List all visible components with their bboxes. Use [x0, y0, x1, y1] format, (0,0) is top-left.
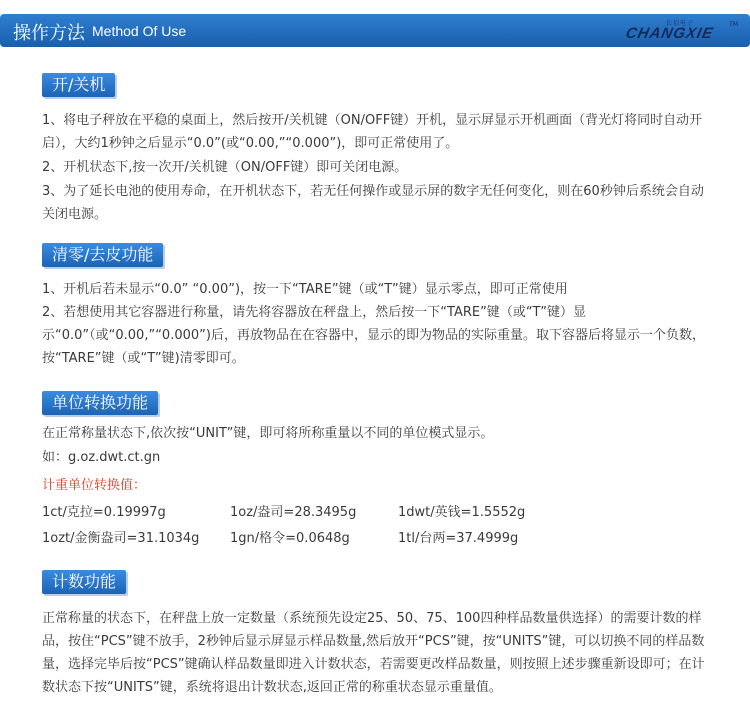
conversion-item: 1dwt/英钱=1.5552g	[398, 505, 526, 520]
power-step-1: 1、将电子秤放在平稳的桌面上，然后按开/关机键（ON/OFF键）开机，显示屏显示开机画面（背光灯将同时自动开启），大约1秒钟之后显示“0.0”(或“0.00,”“0.000”)，即可正常使用了。	[42, 113, 703, 151]
conversion-item: 1gn/格令=0.0648g	[230, 531, 350, 546]
tare-step-2: 2、若想使用其它容器进行称量，请先将容器放在秤盘上，然后按一下“TARE”键（或“T”键）显示“0.0”（或“0.00,”“0.000”)后，再放物品在在容器中，显示的即为物品的实际重量。取下容器后将显示一个负数，按“TARE”键（或“T”键)清零即可。	[42, 305, 705, 366]
logo-sub-text: 长佰电子	[666, 20, 695, 27]
section-title-units: 单位转换功能	[42, 391, 158, 415]
units-description: 在正常称量状态下,依次按“UNIT”键，即可将所称重量以不同的单位模式显示。	[42, 426, 494, 441]
units-example: 如：g.oz.dwt.ct.gn	[42, 450, 161, 465]
header-title-cn: 操作方法	[13, 23, 85, 44]
header-bar	[0, 14, 750, 47]
conversion-item: 1ozt/金衡盎司=31.1034g	[42, 531, 200, 546]
brand-logo	[626, 17, 738, 45]
tare-step-1: 1、开机后若未显示“0.0” “0.00”)，按一下“TARE”键（或“T”键）显示零点，即可正常使用	[42, 282, 568, 297]
section-title-count: 计数功能	[42, 570, 126, 594]
conversion-item: 1oz/盎司=28.3495g	[230, 505, 357, 520]
conversion-title: 计重单位转换值：	[42, 478, 147, 493]
header-title-en: Method Of Use	[92, 23, 187, 39]
count-description: 正常称量的状态下，在秤盘上放一定数量（系统预先设定25、50、75、100四种样品数量供选择）的需要计数的样品，按住“PCS”键不放手，2秒钟后显示屏显示样品数量,然后放开“PCS”键，按“UNITS”键，可以切换不同的样品数量，选择完毕后按“PCS”键确认样品数量即进入计数状态，若需要更改样品数量，则按照上述步骤重新设即可；在计数状态下按“UNITS”键，系统将退出计数状态,返回正常的称重状态显示重量值。	[42, 611, 705, 695]
conversion-item: 1tl/台两=37.4999g	[398, 531, 519, 546]
logo-tm-mark: TM	[729, 21, 738, 28]
section-title-power: 开/关机	[42, 73, 115, 97]
power-step-2: 2、开机状态下,按一次开/关机键（ON/OFF键）即可关闭电源。	[42, 160, 408, 175]
section-title-tare: 清零/去皮功能	[42, 243, 163, 267]
conversion-item: 1ct/克拉=0.19997g	[42, 505, 166, 520]
logo-main-text: CHANGXIE	[624, 25, 715, 42]
power-step-3: 3、为了延长电池的使用寿命，在开机状态下，若无任何操作或显示屏的数字无任何变化，则在60秒钟后系统会自动关闭电源。	[42, 184, 704, 222]
